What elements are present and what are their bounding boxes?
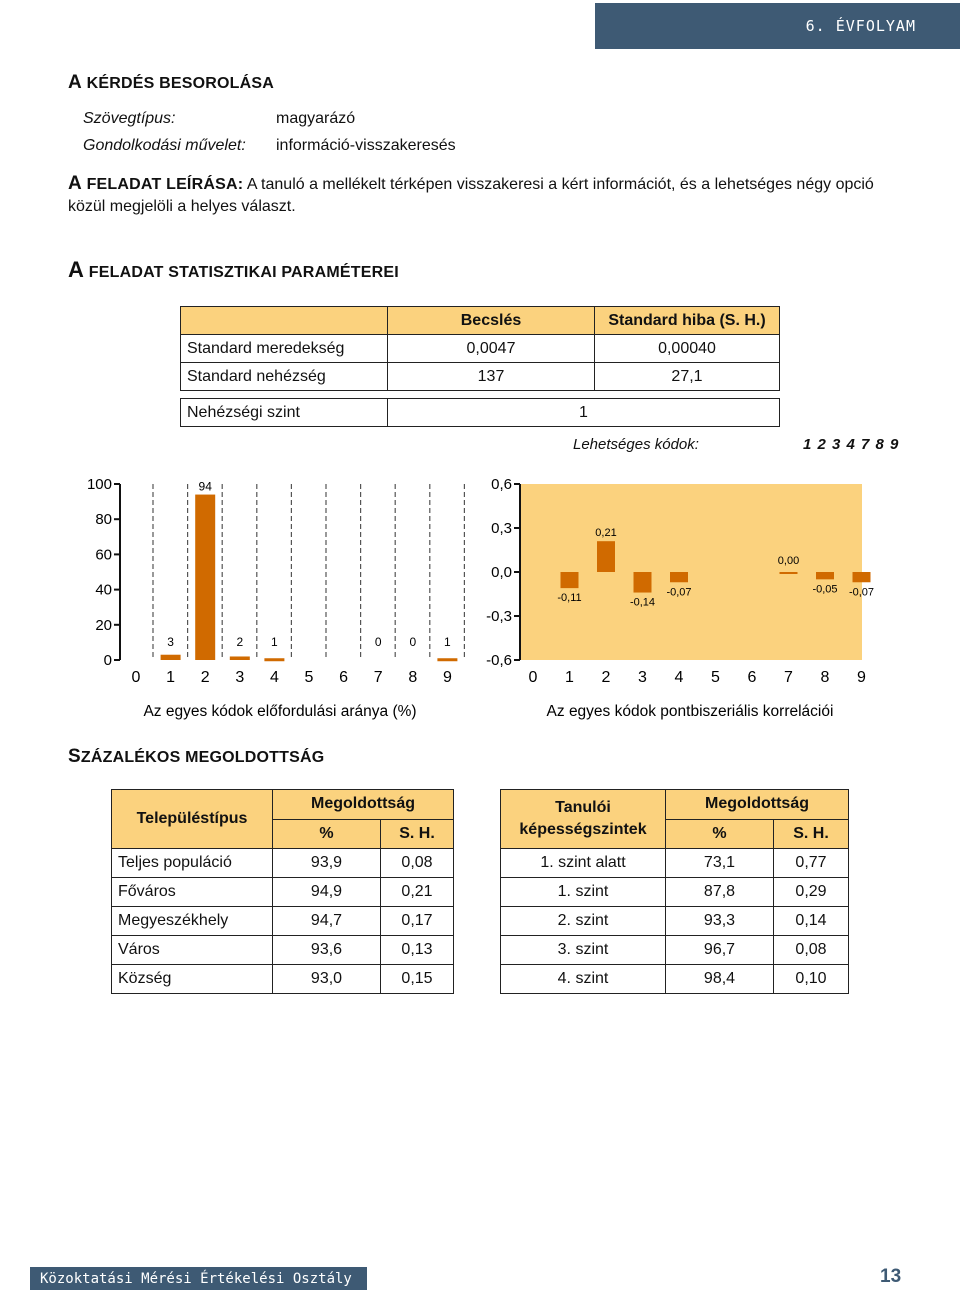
codes-label: Lehetséges kódok: bbox=[573, 436, 699, 453]
y-tick-label: 100 bbox=[86, 476, 112, 493]
col-estimate: Becslés bbox=[388, 307, 595, 335]
data-label: -0,11 bbox=[557, 592, 582, 605]
bar bbox=[816, 572, 834, 579]
y-tick-label: 40 bbox=[95, 581, 112, 599]
data-label: 1 bbox=[271, 635, 278, 649]
chart-title: Az egyes kódok előfordulási aránya (%) bbox=[143, 703, 417, 720]
footer-org: Közoktatási Mérési Értékelési Osztály bbox=[40, 1270, 352, 1287]
x-tick-label: 2 bbox=[601, 669, 611, 686]
x-tick-label: 0 bbox=[528, 669, 538, 686]
grade-label: 6. ÉVFOLYAM bbox=[805, 17, 916, 35]
level-results-table: Tanulói képességszintek Megoldottság % S. H. 1. szint alatt 73,1 0,77 1. szint 87,8 0,29 2. szint 93,3 0,14 3. szint 96,7 0,08 4. szint 98,4 0,10 bbox=[500, 789, 849, 994]
y-tick-label: 60 bbox=[95, 546, 112, 564]
y-tick-label: 0,3 bbox=[491, 520, 512, 537]
grade-banner bbox=[595, 3, 960, 49]
description-text: A tanuló a mellékelt térképen visszakeresi a kért információt, és a lehetséges négy opció közül megjelöli a helyes választ. bbox=[68, 176, 874, 215]
bar bbox=[634, 572, 652, 593]
x-tick-label: 8 bbox=[408, 669, 418, 686]
y-tick-label: -0,3 bbox=[486, 608, 512, 625]
table-row: Teljes populáció 93,9 0,08 bbox=[112, 849, 454, 878]
bar bbox=[437, 658, 457, 661]
data-label: 0,21 bbox=[595, 527, 617, 540]
bar bbox=[230, 656, 250, 660]
data-label: 0 bbox=[374, 635, 382, 649]
y-tick-label: 80 bbox=[95, 511, 112, 529]
x-tick-label: 4 bbox=[269, 669, 279, 686]
bar bbox=[161, 655, 181, 660]
data-label: 0 bbox=[409, 635, 417, 649]
stats-heading: A FELADAT STATISZTIKAI PARAMÉTEREI bbox=[68, 257, 399, 282]
table-row: 2. szint 93,3 0,14 bbox=[501, 907, 849, 936]
col-solved: Megoldottság bbox=[273, 790, 454, 820]
y-tick-label: -0,6 bbox=[486, 652, 512, 669]
data-label: -0,07 bbox=[666, 586, 692, 599]
bar bbox=[670, 572, 688, 582]
table-row: 3. szint 96,7 0,08 bbox=[501, 936, 849, 965]
col-stderr: Standard hiba (S. H.) bbox=[595, 307, 780, 335]
bar bbox=[780, 572, 798, 574]
col-settlement-type: Településtípus bbox=[112, 790, 273, 849]
charts-area bbox=[0, 460, 960, 730]
bar bbox=[853, 572, 871, 582]
y-tick-label: 0,0 bbox=[491, 564, 512, 581]
text-type-label: Szövegtípus: bbox=[83, 110, 176, 127]
data-label: -0,14 bbox=[629, 596, 656, 609]
x-tick-label: 3 bbox=[638, 669, 647, 686]
difficulty-label: Nehézségi szint bbox=[181, 399, 388, 427]
text-type-value: magyarázó bbox=[276, 110, 356, 127]
x-tick-label: 6 bbox=[339, 669, 349, 686]
bar bbox=[264, 658, 284, 661]
bar bbox=[597, 541, 615, 572]
x-tick-label: 3 bbox=[235, 669, 245, 686]
col-ability-level: Tanulói képességszintek bbox=[501, 790, 666, 849]
x-tick-label: 8 bbox=[820, 669, 830, 686]
settlement-results-table: Településtípus Megoldottság % S. H. Teljes populáció 93,9 0,08 Főváros 94,9 0,21 Megyeszékhely 94,7 0,17 Város 93,6 0,13 Község 93,0 0,15 bbox=[111, 789, 454, 994]
x-tick-label: 5 bbox=[711, 669, 720, 686]
y-tick-label: 0 bbox=[103, 652, 112, 669]
x-tick-label: 7 bbox=[784, 669, 793, 686]
table-row: Főváros 94,9 0,21 bbox=[112, 878, 454, 907]
page-number: 13 bbox=[880, 1266, 902, 1287]
x-tick-label: 1 bbox=[166, 669, 176, 686]
table-row: Város 93,6 0,13 bbox=[112, 936, 454, 965]
x-tick-label: 9 bbox=[857, 669, 866, 686]
data-label: 94 bbox=[198, 479, 212, 494]
y-tick-label: 0,6 bbox=[491, 476, 512, 493]
x-tick-label: 2 bbox=[200, 669, 210, 686]
thinking-value: információ-visszakeresés bbox=[276, 137, 456, 154]
col-solved: Megoldottság bbox=[666, 790, 849, 820]
task-description bbox=[68, 173, 898, 218]
data-label: 1 bbox=[444, 635, 451, 649]
bar bbox=[561, 572, 579, 588]
data-label: 0,00 bbox=[777, 555, 800, 567]
table-row: 1. szint 87,8 0,29 bbox=[501, 878, 849, 907]
x-tick-label: 1 bbox=[565, 669, 574, 686]
data-label: 3 bbox=[167, 635, 174, 649]
table-row: Standard nehézség 137 27,1 bbox=[181, 363, 780, 391]
x-tick-label: 5 bbox=[304, 669, 314, 686]
bar bbox=[195, 495, 215, 660]
table-row: Megyeszékhely 94,7 0,17 bbox=[112, 907, 454, 936]
difficulty-value: 1 bbox=[388, 399, 780, 427]
y-tick-label: 20 bbox=[95, 616, 112, 634]
difficulty-table bbox=[180, 398, 780, 427]
table-row: 1. szint alatt 73,1 0,77 bbox=[501, 849, 849, 878]
results-heading: SZÁZALÉKOS MEGOLDOTTSÁG bbox=[68, 746, 325, 767]
x-tick-label: 0 bbox=[131, 669, 141, 686]
classification-heading: A KÉRDÉS BESOROLÁSA bbox=[68, 72, 275, 93]
codes-value: 1 2 3 4 7 8 9 bbox=[803, 436, 900, 453]
x-tick-label: 4 bbox=[674, 669, 684, 686]
thinking-label: Gondolkodási művelet: bbox=[83, 137, 246, 154]
data-label: -0,05 bbox=[812, 583, 838, 596]
x-tick-label: 9 bbox=[442, 669, 452, 686]
stats-table bbox=[180, 306, 780, 391]
table-row: Község 93,0 0,15 bbox=[112, 965, 454, 994]
chart-title: Az egyes kódok pontbiszeriális korrelációi bbox=[546, 703, 834, 720]
data-label: 2 bbox=[236, 635, 244, 649]
data-label: -0,07 bbox=[848, 586, 875, 599]
description-label: A FELADAT LEÍRÁSA: bbox=[68, 173, 244, 194]
x-tick-label: 6 bbox=[747, 669, 757, 686]
x-tick-label: 7 bbox=[373, 669, 383, 686]
footer-org-banner bbox=[30, 1267, 367, 1290]
table-row: 4. szint 98,4 0,10 bbox=[501, 965, 849, 994]
table-row: Standard meredekség 0,0047 0,00040 bbox=[181, 335, 780, 363]
